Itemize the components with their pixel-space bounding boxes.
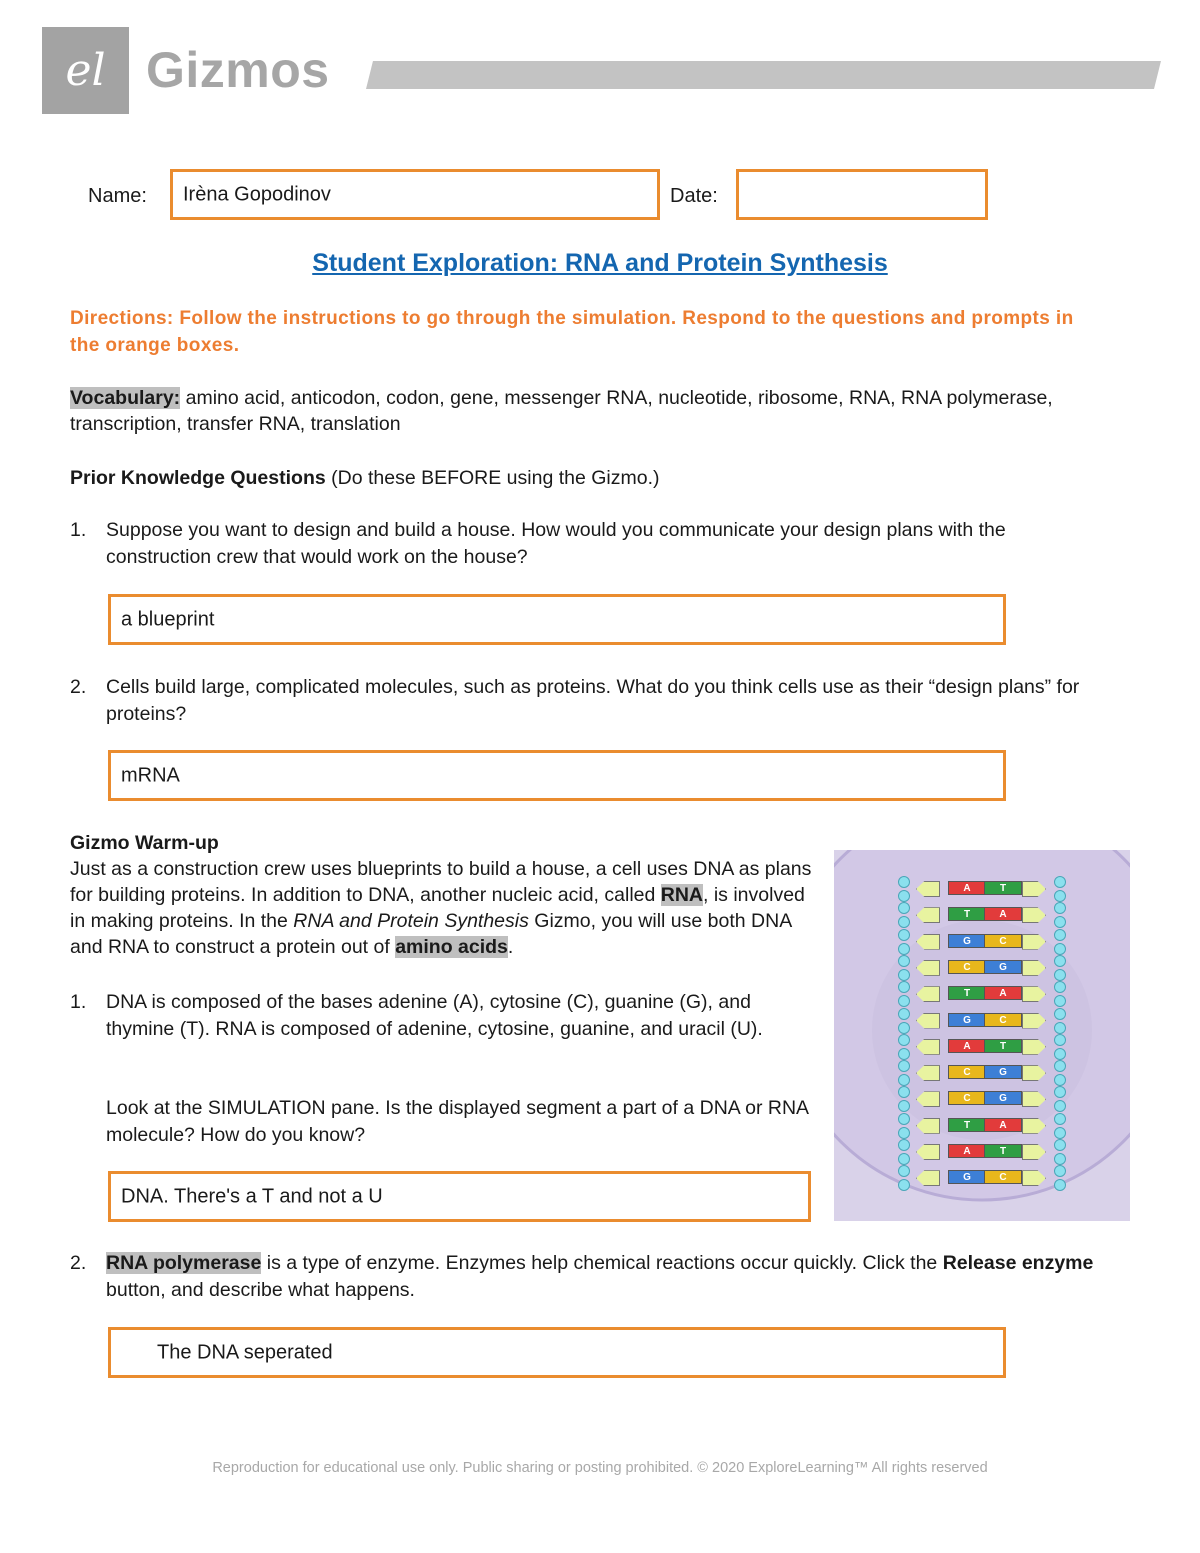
header-bar	[366, 61, 1161, 89]
question-number: 2.	[70, 1252, 87, 1274]
dna-base: T	[984, 1039, 1022, 1053]
page-title: Student Exploration: RNA and Protein Synthesis	[312, 249, 888, 277]
footer-notice: Reproduction for educational use only. Public sharing or posting prohibited. © 2020 ExploreLearning™ All rights reserved	[212, 1460, 988, 1476]
question-text-part: button, and describe what happens.	[106, 1278, 415, 1301]
question-number: 2.	[70, 676, 87, 698]
sugar-node	[898, 1127, 910, 1139]
backbone-peg	[916, 1013, 940, 1029]
question-text: DNA is composed of the bases adenine (A), cytosine (C), guanine (G), and thymine (T). RNA is composed of adenine, cytosine, guanine, and uracil (U).	[106, 991, 763, 1040]
sugar-node	[1054, 955, 1066, 967]
backbone-peg	[916, 1039, 940, 1055]
backbone-peg	[1022, 1039, 1046, 1055]
backbone-peg	[1022, 960, 1046, 976]
backbone-peg	[916, 960, 940, 976]
sugar-node	[1054, 1074, 1066, 1086]
dna-base: G	[948, 934, 986, 948]
dna-base-pair	[834, 1066, 1130, 1081]
answer-text: mRNA	[121, 764, 180, 786]
backbone-peg	[916, 934, 940, 950]
dna-base-pair	[834, 1040, 1130, 1055]
dna-base: A	[948, 1039, 986, 1053]
answer-text: a blueprint	[121, 608, 215, 630]
gizmo-name: RNA and Protein Synthesis	[293, 910, 529, 932]
dna-base: G	[984, 1091, 1022, 1105]
sugar-node	[898, 890, 910, 902]
dna-base-pair	[834, 882, 1130, 897]
dna-base: G	[948, 1013, 986, 1027]
warmup-text: Gizmo, you will use both DNA and RNA to construct a protein out of	[70, 910, 792, 958]
warmup-heading	[70, 830, 219, 856]
sugar-node	[1054, 943, 1066, 955]
dna-base: C	[948, 1065, 986, 1079]
amino-acids-highlight: amino acids	[395, 936, 508, 958]
name-label: Name:	[88, 185, 147, 207]
name-value: Irèna Gopodinov	[183, 183, 331, 205]
sugar-node	[898, 1139, 910, 1151]
dna-base: G	[948, 1170, 986, 1184]
answer-box[interactable]	[108, 594, 1006, 645]
sugar-node	[898, 1086, 910, 1098]
answer-box[interactable]	[108, 1171, 811, 1222]
answer-text: DNA. There's a T and not a U	[121, 1185, 383, 1207]
dna-base: T	[948, 986, 986, 1000]
sugar-node	[1054, 1127, 1066, 1139]
answer-text: The DNA seperated	[157, 1341, 333, 1363]
dna-base: A	[948, 1144, 986, 1158]
question-number: 1.	[70, 519, 87, 541]
sugar-node	[898, 876, 910, 888]
rna-polymerase-highlight: RNA polymerase	[106, 1252, 262, 1274]
gizmos-logo	[42, 27, 129, 114]
dna-base: A	[984, 1118, 1022, 1132]
sugar-node	[1054, 1086, 1066, 1098]
sugar-node	[898, 943, 910, 955]
sugar-node	[1054, 876, 1066, 888]
question-number: 1.	[70, 991, 87, 1013]
sugar-node	[898, 1153, 910, 1165]
sugar-node	[1054, 1139, 1066, 1151]
backbone-peg	[1022, 934, 1046, 950]
backbone-peg	[1022, 1144, 1046, 1160]
dna-base-pair	[834, 961, 1130, 976]
dna-base-pair	[834, 1092, 1130, 1107]
backbone-peg	[916, 1170, 940, 1186]
sugar-node	[1054, 890, 1066, 902]
answer-box[interactable]	[108, 750, 1006, 801]
prior-note: (Do these BEFORE using the Gizmo.)	[325, 467, 660, 489]
sugar-node	[898, 1060, 910, 1072]
backbone-peg	[916, 986, 940, 1002]
backbone-peg	[1022, 881, 1046, 897]
sugar-node	[1054, 1022, 1066, 1034]
dna-base-pair	[834, 987, 1130, 1002]
logo-letter: el	[65, 45, 106, 96]
dna-base-pair	[834, 935, 1130, 950]
question-text	[106, 1250, 1126, 1303]
question-text: Suppose you want to design and build a house. How would you communicate your design plans with the construction crew that would work on the house?	[106, 519, 1006, 568]
sugar-node	[1054, 981, 1066, 993]
sugar-node	[898, 1022, 910, 1034]
backbone-peg	[1022, 1091, 1046, 1107]
backbone-peg	[916, 1091, 940, 1107]
dna-base-pair	[834, 908, 1130, 923]
backbone-peg	[916, 907, 940, 923]
backbone-peg	[916, 1118, 940, 1134]
vocabulary-label: Vocabulary:	[70, 387, 181, 409]
dna-base-pair	[834, 1014, 1130, 1029]
sugar-node	[898, 1008, 910, 1020]
sugar-node	[898, 1165, 910, 1177]
dna-simulation-image	[834, 850, 1130, 1221]
release-enzyme-term: Release enzyme	[942, 1252, 1094, 1274]
sugar-node	[898, 929, 910, 941]
backbone-peg	[916, 1065, 940, 1081]
sugar-node	[898, 1074, 910, 1086]
backbone-peg	[1022, 907, 1046, 923]
question-text-part: is a type of enzyme. Enzymes help chemical reactions occur quickly. Click the	[261, 1252, 943, 1274]
warmup-paragraph	[70, 856, 822, 960]
dna-base: T	[948, 1118, 986, 1132]
warmup-text: .	[507, 936, 514, 958]
sugar-node	[1054, 1048, 1066, 1060]
backbone-peg	[1022, 1170, 1046, 1186]
vocabulary	[70, 385, 1070, 437]
dna-base: C	[984, 1170, 1022, 1184]
backbone-peg	[1022, 1118, 1046, 1134]
backbone-peg	[1022, 1065, 1046, 1081]
rna-highlight: RNA	[660, 884, 704, 906]
backbone-peg	[1022, 1013, 1046, 1029]
sim-background	[834, 850, 1130, 1221]
sugar-node	[898, 981, 910, 993]
dna-base-pair	[834, 1145, 1130, 1160]
warmup-text: , is involved in making proteins. In the	[70, 884, 805, 932]
sugar-node	[1054, 1060, 1066, 1072]
brand-name: Gizmos	[146, 42, 330, 98]
sugar-node	[898, 1034, 910, 1046]
sugar-node	[1054, 929, 1066, 941]
sugar-node	[1054, 969, 1066, 981]
dna-base: A	[984, 986, 1022, 1000]
prior-knowledge-heading	[70, 465, 1070, 491]
dna-base: C	[984, 934, 1022, 948]
dna-base: T	[948, 907, 986, 921]
dna-base: G	[984, 960, 1022, 974]
date-label: Date:	[670, 185, 718, 207]
answer-box[interactable]	[108, 1327, 1006, 1378]
question-text: Cells build large, complicated molecules, such as proteins. What do you think cells use as their “design plans” for proteins?	[106, 676, 1080, 725]
warmup-heading-text: Gizmo Warm-up	[70, 832, 219, 854]
sugar-node	[1054, 1008, 1066, 1020]
dna-base-pair	[834, 1119, 1130, 1134]
sugar-node	[898, 955, 910, 967]
dna-base: A	[948, 881, 986, 895]
sugar-node	[1054, 1034, 1066, 1046]
dna-base: T	[984, 881, 1022, 895]
dna-base: C	[948, 1091, 986, 1105]
dna-base: A	[984, 907, 1022, 921]
backbone-peg	[1022, 986, 1046, 1002]
prior-heading: Prior Knowledge Questions	[70, 467, 326, 489]
backbone-peg	[916, 881, 940, 897]
dna-base: C	[948, 960, 986, 974]
dna-base-pair	[834, 1171, 1130, 1186]
dna-base: G	[984, 1065, 1022, 1079]
dna-base: T	[984, 1144, 1022, 1158]
name-field[interactable]	[170, 169, 660, 220]
backbone-peg	[916, 1144, 940, 1160]
sugar-node	[898, 969, 910, 981]
sugar-node	[1054, 1113, 1066, 1125]
sugar-node	[1054, 902, 1066, 914]
vocabulary-text: amino acid, anticodon, codon, gene, messenger RNA, nucleotide, ribosome, RNA, RNA polymerase, transcription, transfer RNA, translation	[70, 387, 1053, 435]
question-text: Look at the SIMULATION pane. Is the displayed segment a part of a DNA or RNA molecule? How do you know?	[106, 1097, 808, 1146]
sugar-node	[898, 902, 910, 914]
warmup-text: Just as a construction crew uses blueprints to build a house, a cell uses DNA as plans for building proteins. In addition to DNA, another nucleic acid, called	[70, 858, 812, 906]
sugar-node	[898, 1113, 910, 1125]
sugar-node	[1054, 1165, 1066, 1177]
dna-base: C	[984, 1013, 1022, 1027]
directions: Directions: Follow the instructions to go through the simulation. Respond to the questions and prompts in the orange boxes.	[70, 308, 1074, 356]
sugar-node	[898, 1048, 910, 1060]
date-field[interactable]	[736, 169, 988, 220]
sugar-node	[1054, 1153, 1066, 1165]
